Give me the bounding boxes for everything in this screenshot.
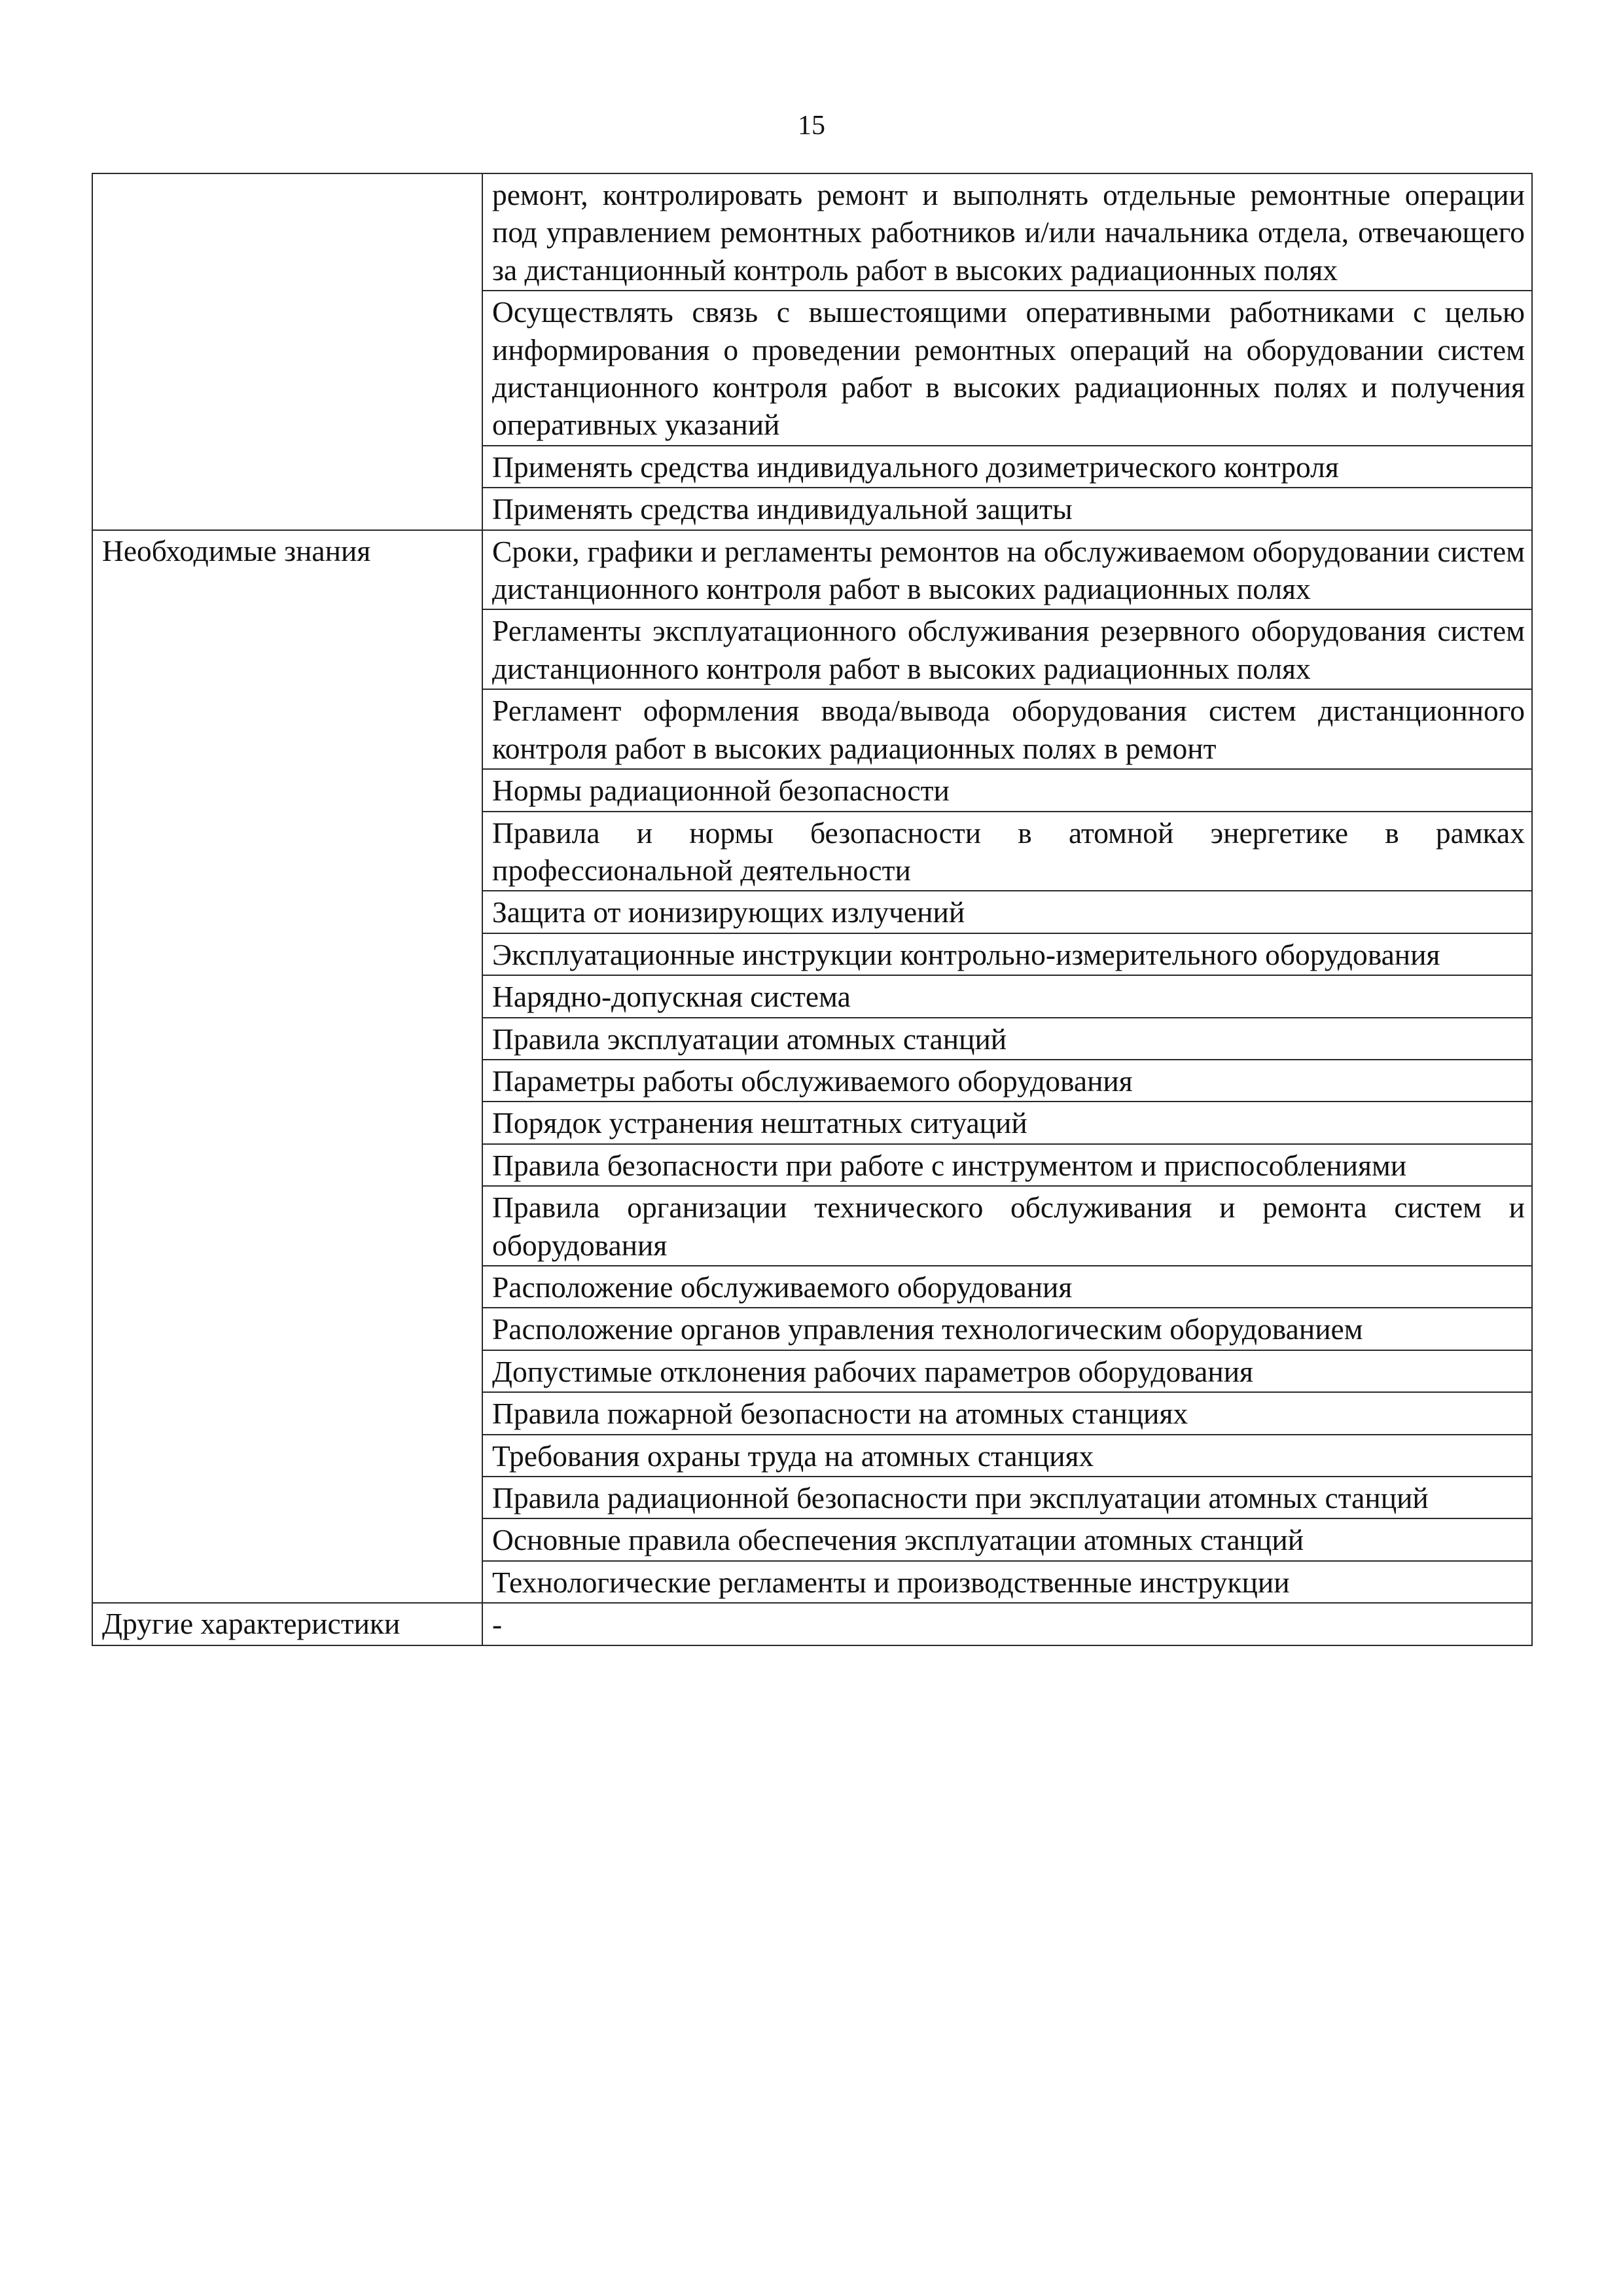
table-cell: Применять средства индивидуального дозиметрического контроля	[482, 446, 1532, 488]
table-cell: Сроки, графики и регламенты ремонтов на обслуживаемом оборудовании систем дистанционного контроля работ в высоких радиационных полях	[482, 530, 1532, 610]
table-cell: ремонт, контролировать ремонт и выполнять отдельные ремонтные операции под управлением ремонтных работников и/или начальника отдела, отвечающего за дистанционный контроль работ в высоких радиационных полях	[482, 173, 1532, 291]
table-cell: Порядок устранения нештатных ситуаций	[482, 1102, 1532, 1143]
qualification-table	[92, 173, 1533, 1646]
knowledge-label: Необходимые знания	[92, 530, 482, 1604]
table-cell: Регламент оформления ввода/вывода оборудования систем дистанционного контроля работ в высоких радиационных полях в ремонт	[482, 689, 1532, 769]
table-cell: Правила радиационной безопасности при эксплуатации атомных станций	[482, 1477, 1532, 1518]
table-cell: Технологические регламенты и производственные инструкции	[482, 1561, 1532, 1603]
table-cell: Применять средства индивидуальной защиты	[482, 488, 1532, 529]
table-row	[92, 173, 1532, 291]
table-cell: Допустимые отклонения рабочих параметров оборудования	[482, 1350, 1532, 1392]
table-cell: Правила пожарной безопасности на атомных станциях	[482, 1392, 1532, 1434]
table-row	[92, 530, 1532, 610]
table-cell: Расположение обслуживаемого оборудования	[482, 1266, 1532, 1308]
table-cell: Эксплуатационные инструкции контрольно-измерительного оборудования	[482, 933, 1532, 975]
table-cell: Требования охраны труда на атомных станциях	[482, 1435, 1532, 1477]
other-characteristics-label: Другие характеристики	[92, 1603, 482, 1645]
table-cell: Основные правила обеспечения эксплуатации атомных станций	[482, 1518, 1532, 1560]
table-row	[92, 1603, 1532, 1645]
table-cell: Нарядно-допускная система	[482, 975, 1532, 1017]
table-cell: Правила организации технического обслуживания и ремонта систем и оборудования	[482, 1186, 1532, 1266]
table-cell: Правила эксплуатации атомных станций	[482, 1018, 1532, 1060]
table-cell: Расположение органов управления технологическим оборудованием	[482, 1308, 1532, 1350]
page-number: 15	[798, 111, 825, 141]
table-cell: Регламенты эксплуатационного обслуживания резервного оборудования систем дистанционного контроля работ в высоких радиационных полях	[482, 609, 1532, 689]
table-cell: Правила безопасности при работе с инструментом и приспособлениями	[482, 1144, 1532, 1186]
table-cell: Осуществлять связь с вышестоящими оперативными работниками с целью информирования о проведении ремонтных операций на оборудовании систем дистанционного контроля работ в высоких радиационных полях и получения оперативных указаний	[482, 291, 1532, 446]
table-cell: Нормы радиационной безопасности	[482, 769, 1532, 811]
table-cell: Правила и нормы безопасности в атомной энергетике в рамках профессиональной деятельности	[482, 812, 1532, 891]
other-characteristics-value: -	[482, 1603, 1532, 1645]
skills-label-cell	[92, 173, 482, 530]
table-cell: Защита от ионизирующих излучений	[482, 891, 1532, 933]
table-cell: Параметры работы обслуживаемого оборудования	[482, 1060, 1532, 1102]
